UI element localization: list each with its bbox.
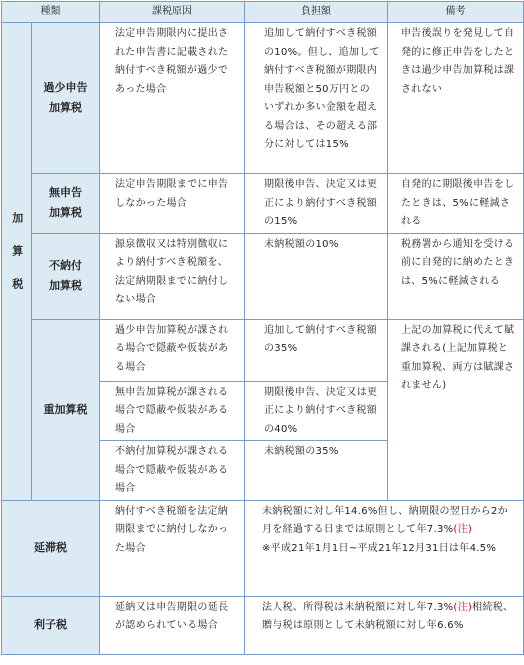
kasanzei-group-cell <box>2 23 32 501</box>
cause-text: 納付すべき税額を法定納期限までに納付しなかった場合 <box>115 505 229 554</box>
note-text: 自発的に期限後申告をしたときは、5%に軽減される <box>401 179 515 227</box>
burden-main: 未納税額に対し年14.6%但し、納期限の翌日から2か月を経過する日までは原則として年7.3% <box>262 505 508 535</box>
cause-text: 法定申告期限までに申告しなかった場合 <box>115 179 229 209</box>
cause-text: 不納付加算税が課される場合で隠蔽や仮装がある場合 <box>115 446 229 494</box>
type-label: 延滞税 <box>34 540 67 554</box>
cause-text: 延納又は申告期限の延長が認められている場合 <box>115 601 229 631</box>
type-cell <box>32 23 100 174</box>
burden-text: 期限後申告、決定又は更正により納付すべき税額の40% <box>264 386 378 435</box>
type-cell <box>2 500 100 596</box>
burden-text: 期限後申告、決定又は更正により納付すべき税額の15% <box>264 179 378 227</box>
type-cell <box>32 319 100 500</box>
type-label: 重加算税 <box>43 402 88 416</box>
burden-text: 未納税額の10% <box>264 238 339 250</box>
tax-penalty-table <box>1 1 524 655</box>
burden-text <box>246 598 522 636</box>
type-label: 利子税 <box>34 617 67 631</box>
type-label: 無申告 加算税 <box>49 186 82 220</box>
table-row <box>2 174 524 234</box>
table-row <box>2 596 524 654</box>
cause-text: 法定申告期限内に提出された申告書に記載された納付すべき税額が過少であった場合 <box>115 28 229 95</box>
burden-extra: ※平成21年1月1日~平成21年12月31日は年4.5% <box>262 542 497 554</box>
type-label: 不納付 加算税 <box>49 259 82 292</box>
type-label: 過少申告 加算税 <box>43 81 88 114</box>
note-marker: (注) <box>453 601 473 613</box>
type-cell <box>32 233 100 319</box>
burden-text <box>246 502 522 559</box>
header-note: 備考 <box>388 2 524 23</box>
header-cause: 課税原因 <box>100 2 245 23</box>
table-row <box>2 319 524 381</box>
header-row <box>2 2 524 23</box>
type-cell <box>2 596 100 654</box>
burden-text: 追加して納付すべき税額の35% <box>264 324 378 354</box>
note-marker: (注) <box>453 524 473 535</box>
header-burden: 負担額 <box>245 2 388 23</box>
cause-text: 過少申告加算税が課される場合で隠蔽や仮装がある場合 <box>115 324 229 373</box>
table-row <box>2 23 524 174</box>
kasanzei-label: 加算税 <box>10 211 24 311</box>
table-row <box>2 233 524 319</box>
note-text: 申告後誤りを発見して自発的に修正申告をしたときは過少申告加算税は課されない <box>401 28 515 95</box>
burden-a: 法人税、所得税は未納税額に対し年7.3% <box>262 601 454 613</box>
burden-text: 追加して納付すべき税額の10%。但し、追加して納付すべき税額が期限内申告税額と50万円とのいずれか多い金額を超える場合は、その超える部分に対しては15% <box>264 28 380 150</box>
burden-b: 相続税、贈与税は原則として未納税額に対し年6.6% <box>262 601 514 631</box>
type-cell <box>32 174 100 234</box>
cause-text: 源泉徴収又は特別徴収により納付すべき税額を、法定納期限までに納付しない場合 <box>115 238 229 305</box>
header-type: 種類 <box>2 2 100 23</box>
table-row <box>2 500 524 596</box>
note-text: 上記の加算税に代えて賦課される(上記加算税と重加算税、両方は賦課されません) <box>401 324 515 391</box>
burden-text: 未納税額の35% <box>264 446 339 457</box>
note-text: 税務署から通知を受ける前に自発的に納めたときは、5%に軽減される <box>401 238 515 287</box>
cause-text: 無申告加算税が課される場合で隠蔽や仮装がある場合 <box>115 386 229 435</box>
